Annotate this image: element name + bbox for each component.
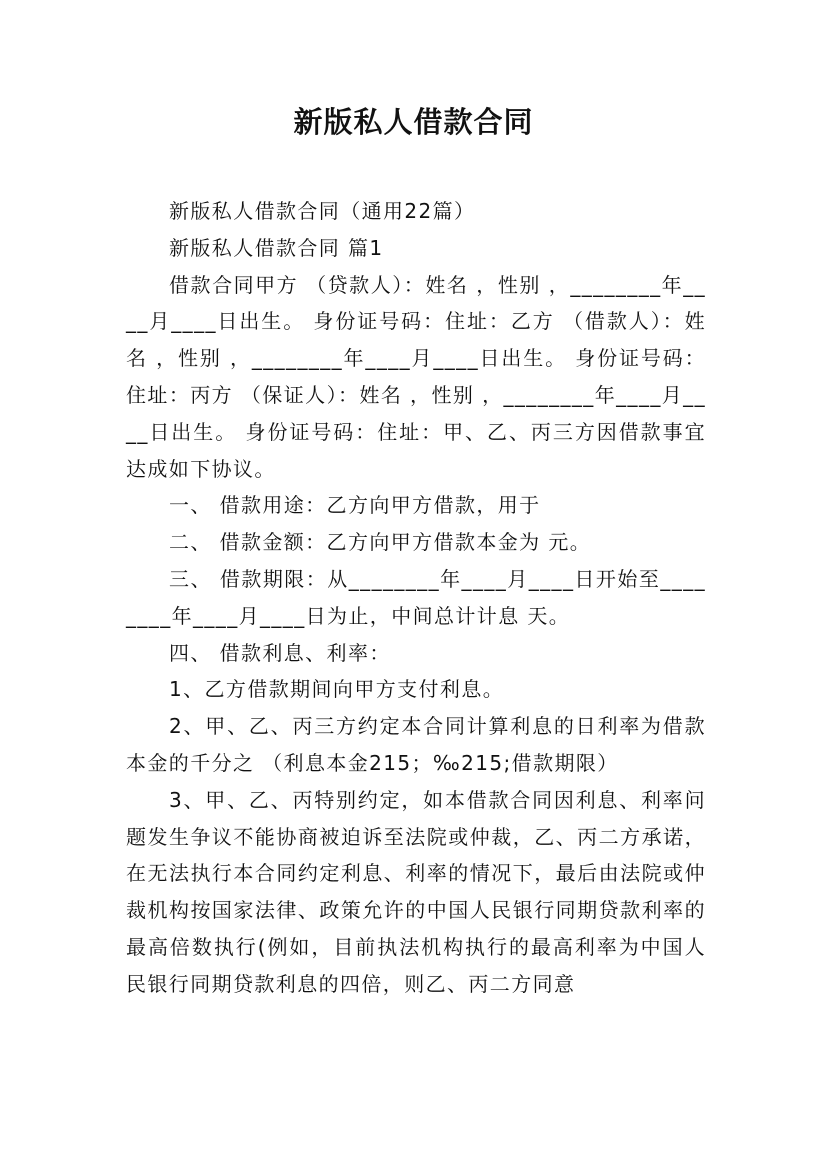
- paragraph-subtitle: 新版私人借款合同（通用22篇）: [169, 199, 476, 223]
- paragraph-section-heading: 新版私人借款合同 篇1: [169, 235, 384, 260]
- paragraph-parties: 借款合同甲方 （贷款人）：姓名 ，性别 ，________年____月____日出生。 身份证号码：住址：乙方 （借款人）：姓名 ，性别 ，________年____月____日出生。 身份证号码：住址：丙方 （保证人）：姓名 ，性别 ，________年____月____日出生。 身份证号码：住址：甲、乙、丙三方因借款事宜达成如下协议。: [126, 272, 706, 481]
- paragraph-clause-purpose: 一、 借款用途：乙方向甲方借款，用于: [169, 493, 541, 518]
- paragraph-interest-item-3: 3、甲、乙、丙特别约定，如本借款合同因利息、利率问题发生争议不能协商被迫诉至法院或仲裁，乙、丙二方承诺，在无法执行本合同约定利息、利率的情况下，最后由法院或仲裁机构按国家法律、政策允许的中国人民银行同期贷款利率的最高倍数执行(例如，目前执法机构执行的最高利率为中国人民银行同期贷款利息的四倍，则乙、丙二方同意: [126, 787, 706, 996]
- paragraph-interest-item-1: 1、乙方借款期间向甲方支付利息。: [169, 677, 505, 702]
- document-title: 新版私人借款合同: [293, 105, 534, 139]
- paragraph-interest-item-2: 2、甲、乙、丙三方约定本合同计算利息的日利率为借款本金的千分之 （利息本金215；‰215;借款期限）: [126, 714, 706, 775]
- paragraph-clause-interest: 四、 借款利息、利率：: [169, 640, 391, 665]
- paragraph-clause-term: 三、 借款期限：从________年____月____日开始至________年____月____日为止，中间总计计息 天。: [126, 566, 706, 628]
- paragraph-clause-amount: 二、 借款金额：乙方向甲方借款本金为 元。: [169, 530, 592, 555]
- document-body: [126, 193, 706, 1003]
